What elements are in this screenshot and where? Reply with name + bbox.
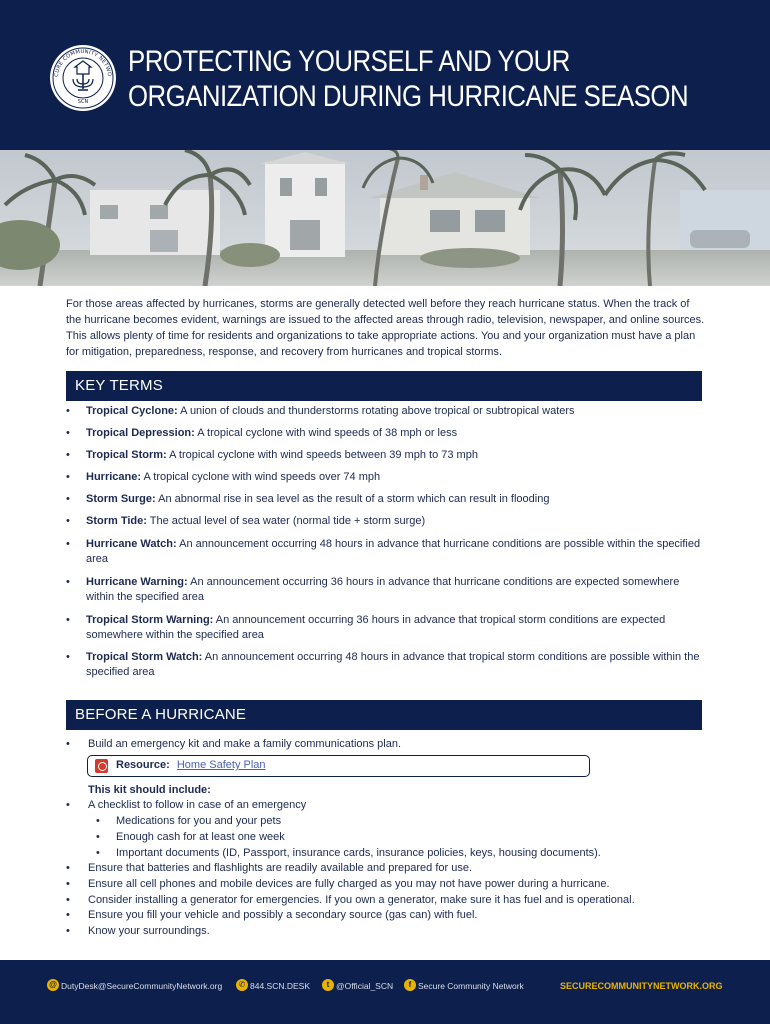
term-item: • Storm Tide: The actual level of sea water (normal tide + storm surge) xyxy=(66,515,426,527)
seal-text: CURE COMMUNITY NETWO xyxy=(53,48,113,78)
term-item: • Hurricane Watch: An announcement occurring 48 hours in advance that hurricane conditions are possible within the specified area xyxy=(66,538,701,565)
twitter-icon: t xyxy=(322,979,334,991)
before-hurricane-heading: BEFORE A HURRICANE xyxy=(66,700,702,730)
email-icon: @ xyxy=(47,979,59,991)
term-item: • Tropical Storm: A tropical cyclone with wind speeds between 39 mph to 73 mph xyxy=(66,449,478,461)
sub-list-item: • Medications for you and your pets xyxy=(96,815,282,827)
resource-label: Resource: xyxy=(116,759,170,771)
list-item: • Build an emergency kit and make a family communications plan. xyxy=(66,738,402,750)
footer-website-link[interactable]: SECURECOMMUNITYNETWORK.ORG xyxy=(560,981,723,991)
title-line-2: ORGANIZATION DURING HURRICANE SEASON xyxy=(128,80,689,113)
list-item: • Ensure all cell phones and mobile devices are fully charged as you may not have power during a hurricane. xyxy=(66,878,610,890)
term-item: • Hurricane: A tropical cyclone with wind speeds over 74 mph xyxy=(66,471,381,483)
list-item: • Know your surroundings. xyxy=(66,925,210,937)
home-safety-plan-link[interactable]: Home Safety Plan xyxy=(176,759,266,771)
list-item: • Ensure that batteries and flashlights are readily available and prepared for use. xyxy=(66,862,473,874)
term-item: • Tropical Storm Watch: An announcement occurring 48 hours in advance that tropical storm conditions are possible within the specified area xyxy=(66,651,700,678)
title-line-1: PROTECTING YOURSELF AND YOUR xyxy=(128,45,570,78)
kit-heading: This kit should include: xyxy=(88,784,211,796)
facebook-icon: f xyxy=(404,979,416,991)
term-item: • Hurricane Warning: An announcement occurring 36 hours in advance that hurricane conditions are expected somewhere within the specified area xyxy=(66,576,680,603)
header-banner xyxy=(0,0,770,150)
resource-box xyxy=(87,755,590,777)
hurricane-photo xyxy=(0,150,770,286)
scn-seal-logo xyxy=(48,43,118,113)
term-item: • Tropical Storm Warning: An announcement occurring 36 hours in advance that tropical storm conditions are expected somewhere within the specified area xyxy=(66,614,666,641)
phone-icon: ✆ xyxy=(236,979,248,991)
sub-list-item: • Important documents (ID, Passport, insurance cards, insurance policies, keys, housing documents). xyxy=(96,847,601,859)
term-item: • Tropical Depression: A tropical cyclone with wind speeds of 38 mph or less xyxy=(66,427,458,439)
term-item: • Storm Surge: An abnormal rise in sea level as the result of a storm which can result in flooding xyxy=(66,493,550,505)
pdf-icon xyxy=(95,759,108,773)
intro-paragraph: For those areas affected by hurricanes, storms are generally detected well before they reach hurricane status. When the track of the hurricane becomes evident, warnings are issued to the affected areas through radio, television, newspaper, and online sources. This allows plenty of time for residents and organizations to take appropriate actions. You and your organization must have a plan for mitigation, preparedness, response, and recovery from hurricanes and tropical storms. xyxy=(66,298,705,358)
page-title xyxy=(128,44,688,114)
footer: @ DutyDesk@SecureCommunityNetwork.org ✆ 844.SCN.DESK t @Official_SCN f Secure Community Network SECURECOMMUNITYNETWORK.ORG xyxy=(0,960,770,1024)
key-terms-heading: KEY TERMS xyxy=(66,371,702,401)
list-item: • A checklist to follow in case of an emergency xyxy=(66,799,307,811)
seal-abbr: SCN xyxy=(77,99,89,105)
list-item: • Ensure you fill your vehicle and possibly a secondary source (gas can) with fuel. xyxy=(66,909,478,921)
term-item: • Tropical Cyclone: A union of clouds and thunderstorms rotating above tropical or subtropical waters xyxy=(66,405,575,417)
sub-list-item: • Enough cash for at least one week xyxy=(96,831,285,843)
list-item: • Consider installing a generator for emergencies. If you own a generator, make sure it has fuel and is operational. xyxy=(66,894,635,906)
